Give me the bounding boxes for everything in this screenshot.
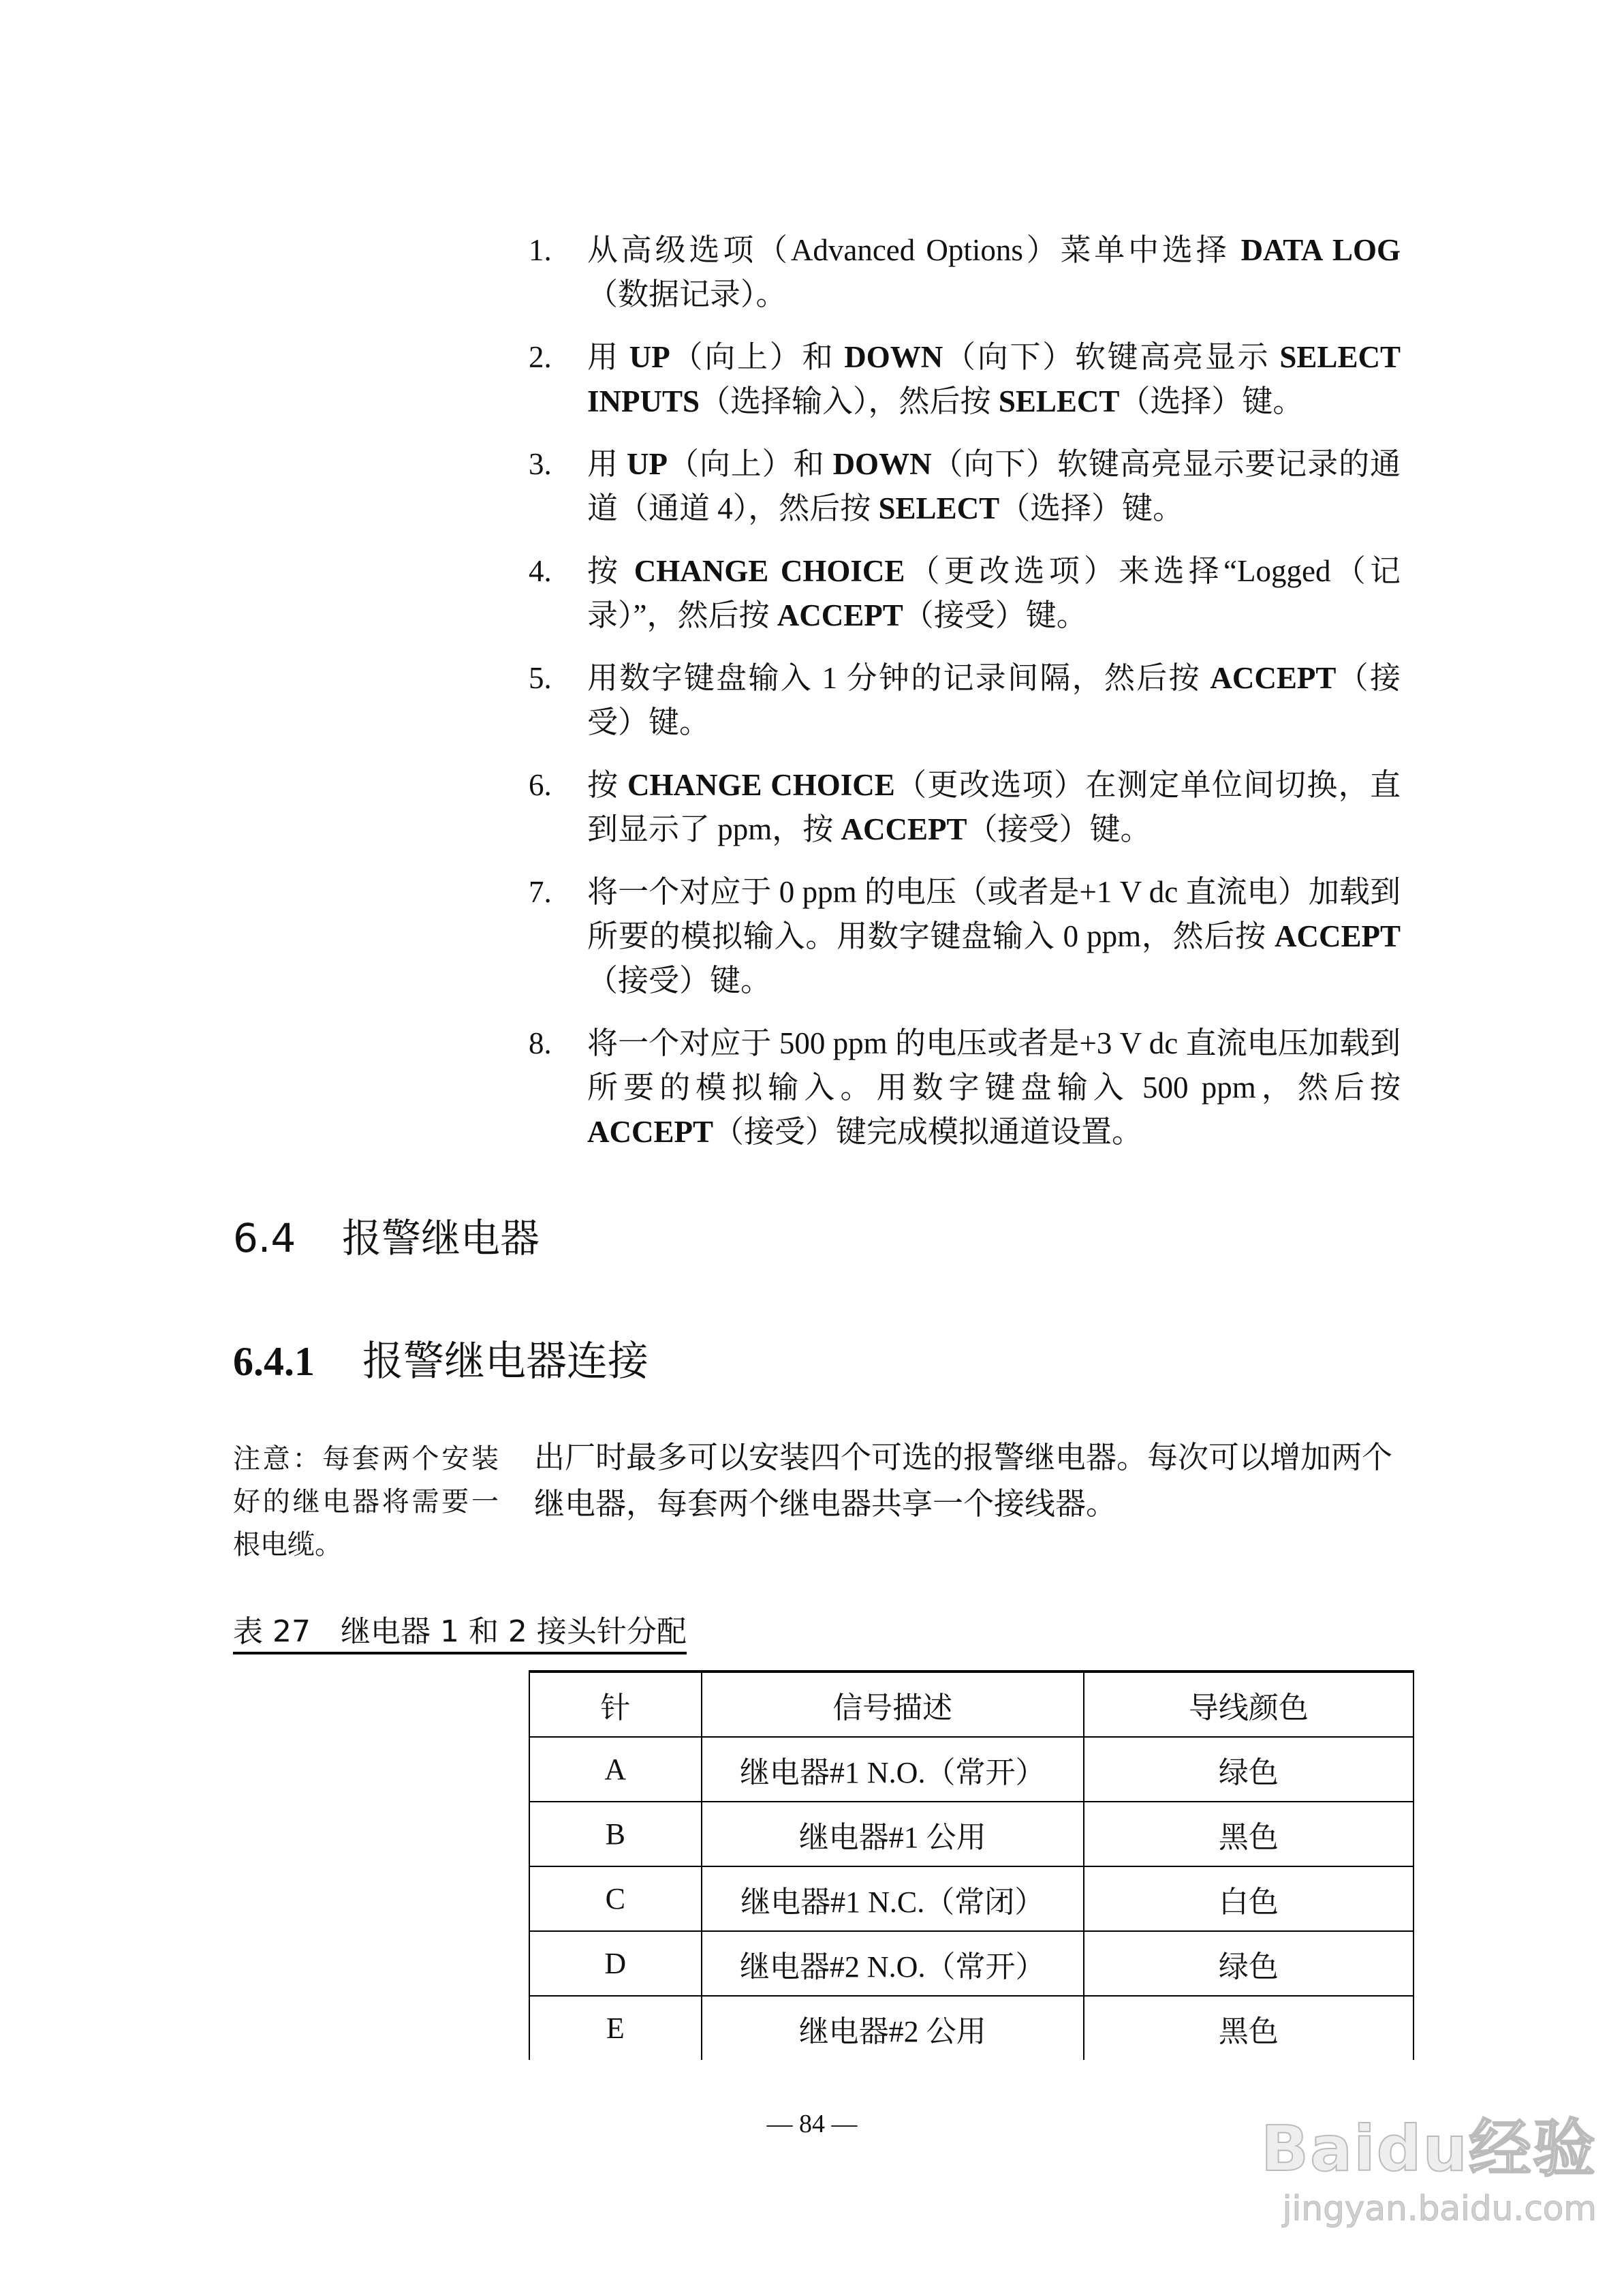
- step-text: [587, 335, 1401, 424]
- key-name: DATA LOG: [1240, 233, 1401, 267]
- table-cell: 绿色: [1084, 1737, 1414, 1802]
- text-segment: （向上）和: [668, 447, 833, 481]
- table-row: [529, 1931, 1414, 1996]
- text-segment: （更改选项）来选择“Logged（记录）”，然后按: [587, 554, 1401, 632]
- list-item: [529, 656, 1401, 745]
- text-segment: （接受）键。: [587, 661, 1401, 739]
- table-cell: 继电器#2 N.O.（常开）: [702, 1931, 1084, 1996]
- baidu-watermark: [1261, 2099, 1597, 2228]
- table-cell: 黑色: [1084, 1996, 1414, 2060]
- text-segment: 将一个对应于 500 ppm 的电压或者是+3 V dc 直流电压加载到所要的模拟输入。用数字键盘输入 500 ppm，然后按: [587, 1026, 1401, 1105]
- table-caption: 表 27 继电器 1 和 2 接头针分配: [233, 1607, 687, 1654]
- text-segment: （数据记录）。: [587, 277, 787, 311]
- text-segment: （向下）软键高亮显示要记录的通道（通道 4），然后按: [587, 447, 1401, 525]
- step-number: 1.: [529, 233, 552, 267]
- key-name: CHANGE CHOICE: [634, 554, 905, 588]
- subsection-number: 6.4.1: [233, 1339, 315, 1384]
- text-segment: 用: [587, 447, 627, 481]
- step-number: 5.: [529, 661, 552, 695]
- text-segment: 用: [587, 340, 629, 374]
- table-cell: 白色: [1084, 1866, 1414, 1931]
- list-item: [529, 1021, 1401, 1154]
- step-number: 8.: [529, 1026, 552, 1060]
- text-segment: 从高级选项（Advanced Options）菜单中选择: [587, 233, 1241, 267]
- step-text: [587, 228, 1401, 317]
- table-cell: A: [529, 1737, 702, 1802]
- text-segment: （向下）软键高亮显示: [943, 340, 1280, 374]
- text-segment: 按: [587, 768, 628, 802]
- key-name: ACCEPT: [1210, 661, 1337, 695]
- step-number: 3.: [529, 447, 552, 481]
- section-title: 报警继电器: [342, 1215, 540, 1261]
- section-number: 6.4: [233, 1215, 296, 1261]
- side-note: 注意：每套两个安装好的继电器将需要一根电缆。: [233, 1443, 499, 1560]
- list-item: [529, 228, 1401, 317]
- table-row: [529, 1996, 1414, 2060]
- key-name: UP: [629, 340, 670, 374]
- text-segment: 用数字键盘输入 1 分钟的记录间隔，然后按: [587, 661, 1211, 695]
- key-name: SELECT: [878, 491, 1000, 525]
- list-item: [529, 870, 1401, 1003]
- pin-assignment-table: [529, 1670, 1414, 2060]
- key-name: ACCEPT: [1274, 919, 1401, 953]
- step-text: [587, 1021, 1401, 1154]
- key-name: DOWN: [844, 340, 943, 374]
- table-cell: 黑色: [1084, 1802, 1414, 1866]
- text-segment: （选择）键。: [1119, 384, 1304, 418]
- text-segment: （接受）键。: [967, 812, 1151, 846]
- watermark-url: jingyan.baidu.com: [1282, 2189, 1597, 2228]
- step-number: 6.: [529, 768, 552, 802]
- table-cell: 绿色: [1084, 1931, 1414, 1996]
- key-name: CHANGE CHOICE: [627, 768, 895, 802]
- key-name: ACCEPT: [587, 1115, 714, 1149]
- page-number: — 84 —: [766, 2110, 858, 2138]
- key-name: UP: [627, 447, 668, 481]
- body-paragraph: 出厂时最多可以安装四个可选的报警继电器。每次可以增加两个继电器，每套两个继电器共享一个接线器。: [534, 1439, 1393, 1522]
- list-item: [529, 335, 1401, 424]
- key-name: SELECT INPUTS: [587, 340, 1401, 418]
- steps-list: [529, 228, 1401, 1173]
- key-name: ACCEPT: [777, 598, 903, 632]
- section-heading: [233, 1206, 540, 1263]
- step-text: [587, 656, 1401, 745]
- table-row: [529, 1866, 1414, 1931]
- text-segment: （接受）键。: [903, 598, 1087, 632]
- step-text: [587, 549, 1401, 638]
- text-segment: （向上）和: [670, 340, 845, 374]
- step-number: 2.: [529, 340, 552, 374]
- table-row: [529, 1802, 1414, 1866]
- text-segment: （选择输入），然后按: [700, 384, 999, 418]
- column-header: 信号描述: [702, 1672, 1084, 1737]
- table-header-row: [529, 1672, 1414, 1737]
- table-cell: C: [529, 1866, 702, 1931]
- table-row: [529, 1737, 1414, 1802]
- list-item: [529, 442, 1401, 531]
- text-segment: （接受）键。: [587, 964, 772, 998]
- step-number: 7.: [529, 875, 552, 909]
- table-cell: B: [529, 1802, 702, 1866]
- text-segment: （更改选项）在测定单位间切换，直到显示了 ppm，按: [587, 768, 1401, 846]
- step-text: [587, 442, 1401, 531]
- subsection-heading: [233, 1329, 649, 1387]
- table-cell: E: [529, 1996, 702, 2060]
- key-name: DOWN: [832, 447, 932, 481]
- text-segment: 按: [587, 554, 634, 588]
- step-text: [587, 870, 1401, 1003]
- baidu-logo: Baidu经验: [1260, 2112, 1597, 2185]
- key-name: ACCEPT: [841, 812, 967, 846]
- list-item: [529, 549, 1401, 638]
- table-cell: 继电器#1 N.C.（常闭）: [702, 1866, 1084, 1931]
- table-cell: D: [529, 1931, 702, 1996]
- table-cell: 继电器#1 N.O.（常开）: [702, 1737, 1084, 1802]
- step-text: [587, 763, 1401, 852]
- key-name: SELECT: [998, 384, 1120, 418]
- column-header: 针: [529, 1672, 702, 1737]
- text-segment: 将一个对应于 0 ppm 的电压（或者是+1 V dc 直流电）加载到所要的模拟输入。用数字键盘输入 0 ppm，然后按: [587, 875, 1401, 953]
- subsection-title: 报警继电器连接: [362, 1339, 649, 1384]
- step-number: 4.: [529, 554, 552, 588]
- table-cell: 继电器#2 公用: [702, 1996, 1084, 2060]
- list-item: [529, 763, 1401, 852]
- table-cell: 继电器#1 公用: [702, 1802, 1084, 1866]
- text-segment: （选择）键。: [999, 491, 1184, 525]
- text-segment: （接受）键完成模拟通道设置。: [713, 1115, 1143, 1149]
- column-header: 导线颜色: [1084, 1672, 1414, 1737]
